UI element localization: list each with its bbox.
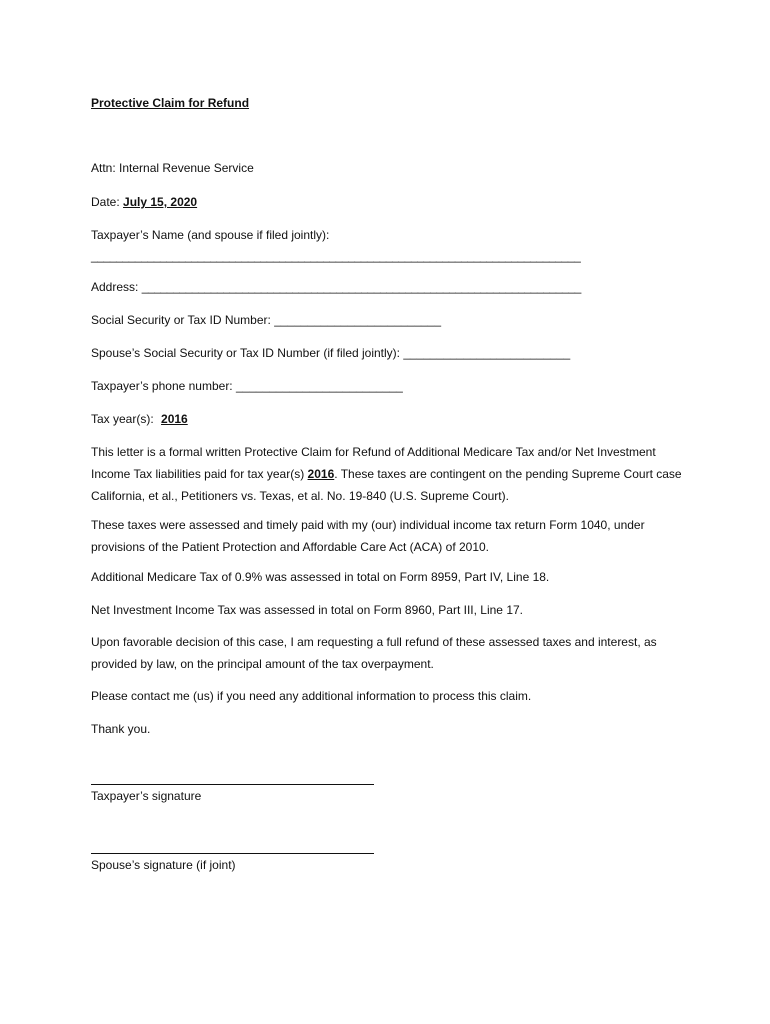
address-line <box>91 280 581 294</box>
refund-request-paragraph: Upon favorable decision of this case, I am requesting a full refund of these assessed taxes and interest, as provided by law, on the principal amount of the tax overpayment. <box>91 635 657 671</box>
ssn-field[interactable]: _________________________ <box>274 313 442 327</box>
claim-paragraph-part1: This letter is a formal written Protective Claim for Refund of Additional Medicare Tax and/or Net Investment Income Tax liabilities paid for tax year(s) <box>91 445 656 481</box>
spouse-signature-line[interactable] <box>91 853 374 854</box>
date-value: July 15, 2020 <box>123 195 198 209</box>
date-line <box>91 195 197 209</box>
tax-year-line <box>91 412 188 426</box>
ssn-line <box>91 313 441 327</box>
taxpayer-signature-line[interactable] <box>91 784 374 785</box>
tax-year-label: Tax year(s): <box>91 412 154 426</box>
phone-field[interactable]: _________________________ <box>236 379 403 393</box>
ssn-label: Social Security or Tax ID Number: <box>91 313 271 327</box>
spouse-signature-label: Spouse’s signature (if joint) <box>91 858 236 872</box>
address-field[interactable]: ______________________________________________________________________ <box>141 280 581 294</box>
attn-line: Attn: Internal Revenue Service <box>91 161 254 175</box>
assessment-paragraph: These taxes were assessed and timely paid with my (our) individual income tax return Form 1040, under provisions of the Patient Protection and Affordable Care Act (ACA) of 2010. <box>91 518 645 554</box>
taxpayer-name-label: Taxpayer’s Name (and spouse if filed jointly): <box>91 228 330 242</box>
claim-paragraph-part2: . These taxes are contingent on the pending Supreme Court case California, et al., Petitioners vs. Texas, et al. No. 19-840 (U.S. Supreme Court). <box>91 467 682 503</box>
document-title: Protective Claim for Refund <box>91 96 250 110</box>
taxpayer-signature-label: Taxpayer’s signature <box>91 789 202 803</box>
claim-paragraph <box>91 441 691 507</box>
contact-paragraph: Please contact me (us) if you need any additional information to process this claim. <box>91 689 532 703</box>
spouse-ssn-label: Spouse’s Social Security or Tax ID Number (if filed jointly): <box>91 346 401 360</box>
spouse-ssn-field[interactable]: _________________________ <box>403 346 571 360</box>
date-label: Date: <box>91 195 120 209</box>
address-label: Address: <box>91 280 139 294</box>
claim-paragraph-year: 2016 <box>307 467 335 481</box>
phone-label: Taxpayer’s phone number: <box>91 379 233 393</box>
medicare-tax-paragraph: Additional Medicare Tax of 0.9% was assessed in total on Form 8959, Part IV, Line 18. <box>91 570 550 584</box>
tax-year-value: 2016 <box>161 412 188 426</box>
spouse-ssn-line <box>91 346 570 360</box>
investment-tax-paragraph: Net Investment Income Tax was assessed in total on Form 8960, Part III, Line 17. <box>91 603 523 617</box>
phone-line <box>91 379 403 393</box>
taxpayer-name-field[interactable]: ______________________________________________________________________________ <box>91 249 581 263</box>
thank-you-line: Thank you. <box>91 722 151 736</box>
